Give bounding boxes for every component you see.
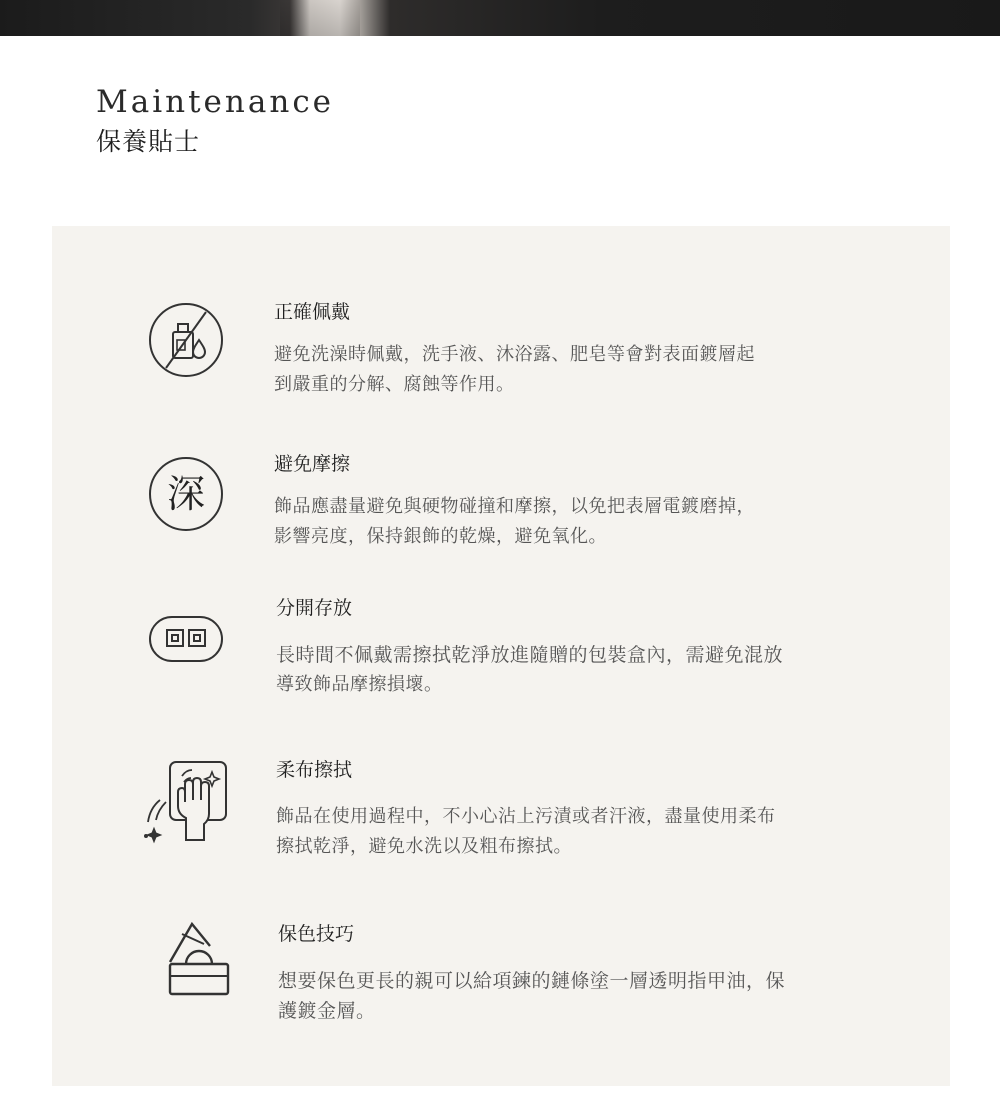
tip-description: 飾品在使用過程中，不小心沾上污漬或者汗液，盡量使用柔布 擦拭乾淨，避免水洗以及粗布擦拭。 bbox=[276, 806, 776, 857]
svg-text:深: 深 bbox=[166, 472, 206, 516]
no-liquid-bottle-icon bbox=[146, 300, 226, 380]
tip-description: 想要保色更長的親可以給項鍊的鏈條塗一層透明指甲油，保 護鍍金層。 bbox=[278, 970, 786, 1022]
section-title-english: Maintenance bbox=[96, 84, 335, 120]
jewelry-box-icon bbox=[152, 916, 236, 1000]
tip-title: 分開存放 bbox=[276, 597, 353, 619]
tip-title: 避免摩擦 bbox=[274, 453, 351, 475]
tip-title: 正確佩戴 bbox=[274, 301, 351, 323]
tip-title: 保色技巧 bbox=[278, 923, 355, 945]
tip-description: 避免洗澡時佩戴，洗手液、沐浴露、肥皂等會對表面鍍層起 到嚴重的分解、腐蝕等作用。 bbox=[274, 344, 755, 395]
tip-description: 長時間不佩戴需擦拭乾淨放進隨贈的包裝盒內，需避免混放 導致飾品摩擦損壞。 bbox=[276, 644, 784, 695]
deep-character-icon bbox=[146, 454, 226, 534]
top-product-photo bbox=[0, 0, 1000, 36]
separate-storage-icon bbox=[146, 599, 226, 679]
tip-description: 飾品應盡量避免與硬物碰撞和摩擦，以免把表層電鍍磨掉， 影響亮度，保持銀飾的乾燥，避免氧化。 bbox=[274, 496, 755, 547]
tip-title: 柔布擦拭 bbox=[276, 759, 353, 781]
hand-wipe-cloth-icon bbox=[138, 754, 234, 846]
maintenance-tips-panel bbox=[52, 226, 950, 1086]
section-title-chinese: 保養貼士 bbox=[96, 127, 201, 156]
